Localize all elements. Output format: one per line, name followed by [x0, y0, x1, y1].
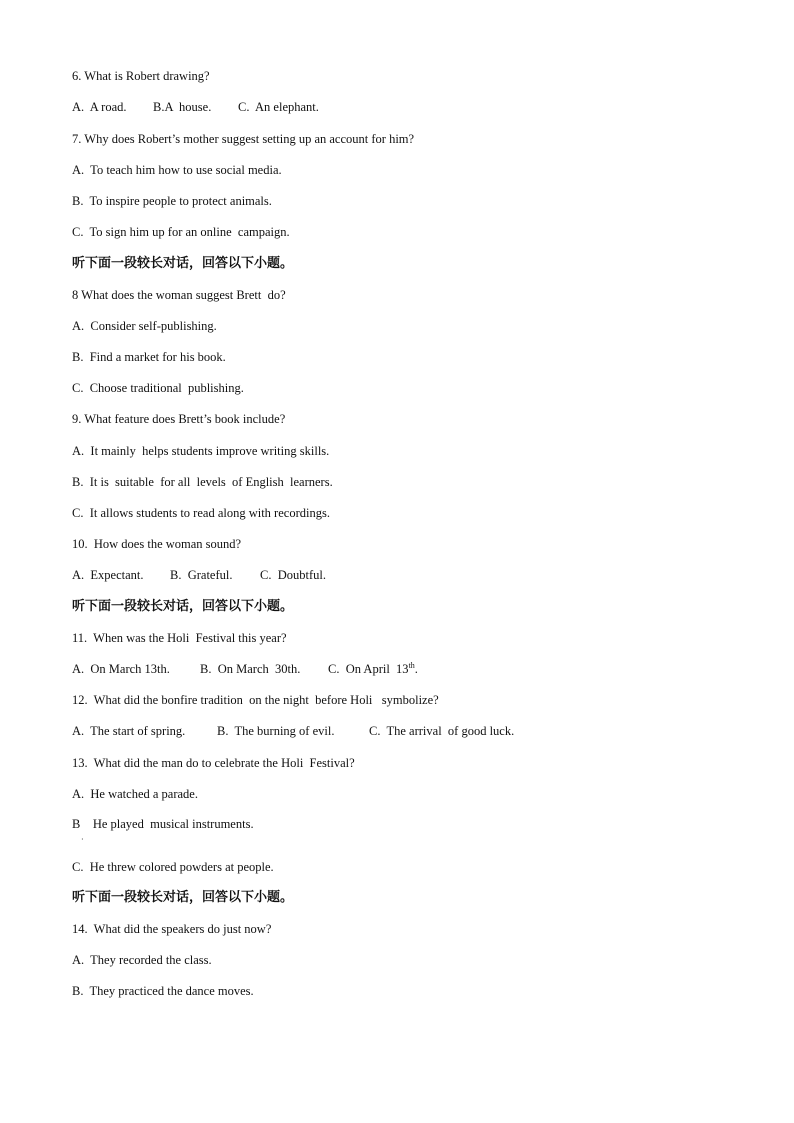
q7-option-b: B. To inspire people to protect animals. [72, 194, 272, 208]
q12-option-b: B. The burning of evil. [217, 724, 335, 738]
q13-option-b-mark: · [81, 835, 84, 844]
q10-option-b: B. Grateful. [170, 568, 233, 582]
q11-option-a: A. On March 13th. [72, 662, 170, 676]
q9-option-a: A. It mainly helps students improve writing skills. [72, 444, 330, 458]
q7-option-c: C. To sign him up for an online campaign. [72, 225, 290, 239]
q14-question: 14. What did the speakers do just now? [72, 922, 272, 936]
q10-option-c: C. Doubtful. [260, 568, 326, 582]
q11-option-c [328, 661, 418, 677]
q9-question: 9. What feature does Brett’s book include? [72, 412, 286, 426]
q12-option-c: C. The arrival of good luck. [369, 724, 515, 738]
section-heading-1: 听下面一段较长对话，回答以下小题。 [72, 256, 294, 271]
q8-question: 8 What does the woman suggest Brett do? [72, 288, 286, 302]
q8-option-a: A. Consider self-publishing. [72, 319, 217, 333]
q11-option-b: B. On March 30th. [200, 662, 301, 676]
q10-option-a: A. Expectant. [72, 568, 144, 582]
section-heading-2: 听下面一段较长对话，回答以下小题。 [72, 599, 294, 614]
q14-option-b: B. They practiced the dance moves. [72, 984, 254, 998]
q6-option-c: C. An elephant. [238, 100, 319, 114]
q8-option-b: B. Find a market for his book. [72, 350, 226, 364]
q6-option-a: A. A road. [72, 100, 127, 114]
q7-option-a: A. To teach him how to use social media. [72, 163, 282, 177]
q13-option-c: C. He threw colored powders at people. [72, 860, 274, 874]
q13-option-a: A. He watched a parade. [72, 787, 198, 801]
q13-option-b: B He played musical instruments. [72, 817, 254, 831]
q9-option-b: B. It is suitable for all levels of English learners. [72, 475, 333, 489]
q12-question: 12. What did the bonfire tradition on the night before Holi symbolize? [72, 693, 439, 707]
q6-option-b: B.A house. [153, 100, 212, 114]
q13-question: 13. What did the man do to celebrate the Holi Festival? [72, 756, 355, 770]
section-heading-3: 听下面一段较长对话，回答以下小题。 [72, 890, 294, 905]
q11-option-c-sup: th [408, 660, 415, 670]
q11-option-c-end: . [414, 662, 418, 676]
q14-option-a: A. They recorded the class. [72, 953, 212, 967]
q7-question: 7. Why does Robert’s mother suggest setting up an account for him? [72, 132, 415, 146]
q12-option-a: A. The start of spring. [72, 724, 186, 738]
q9-option-c: C. It allows students to read along with recordings. [72, 506, 330, 520]
q11-question: 11. When was the Holi Festival this year? [72, 631, 287, 645]
q8-option-c: C. Choose traditional publishing. [72, 381, 244, 395]
q11-option-c-text: C. On April 13 [328, 662, 409, 676]
q10-question: 10. How does the woman sound? [72, 537, 242, 551]
q6-question: 6. What is Robert drawing? [72, 69, 210, 83]
